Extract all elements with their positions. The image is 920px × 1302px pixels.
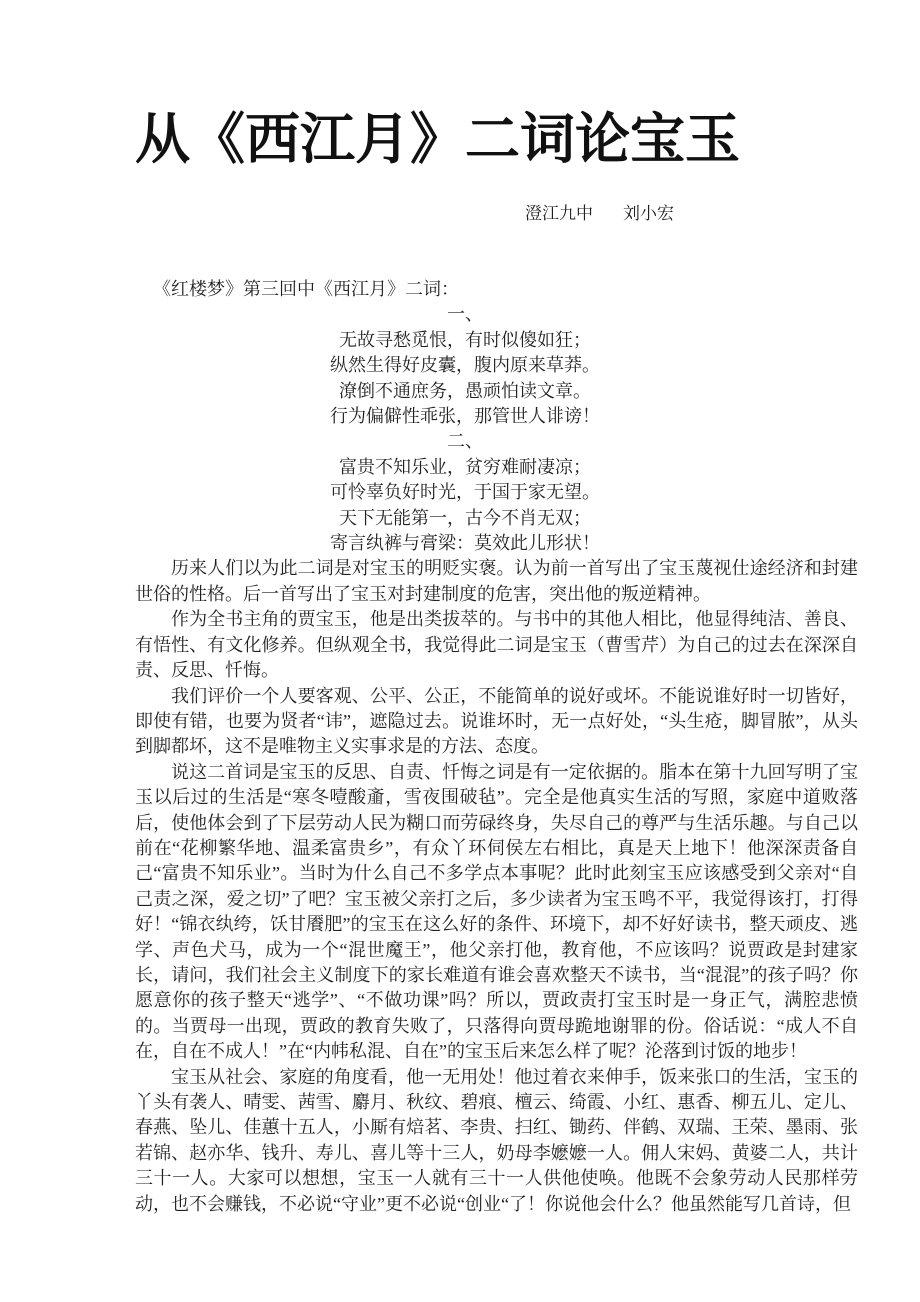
poem-line: 纵然生得好皮囊，腹内原来草莽。 (330, 355, 600, 376)
paragraph: 我们评价一个人要客观、公平、公正，不能简单的说好或坏。不能说谁好时一切皆好，即使有错，也要为贤者“讳”，遮隐过去。说谁坏时，无一点好处，“头生疮，脚冒脓”，从头到脚都坏，这不是唯物主义实事求是的方法、态度。 (135, 685, 858, 757)
intro-line: 《红楼梦》第三回中《西江月》二词： (153, 279, 459, 299)
poem-one (135, 302, 795, 429)
poem-line: 寄言纨裤与膏梁：莫效此儿形状！ (330, 533, 600, 554)
paragraph: 宝玉从社会、家庭的角度看，他一无用处！他过着衣来伸手，饭来张口的生活，宝玉的丫头有袭人、晴雯、茜雪、麝月、秋纹、碧痕、檀云、绮霞、小红、惠香、柳五儿、定儿、春燕、坠儿、佳蕙十五人，小厮有焙茗、李贵、扫红、锄药、伴鹤、双瑞、王荣、墨雨、张若锦、赵亦华、钱升、寿儿、喜儿等十三人，奶母李嬷嬷一人。佣人宋妈、黄婆二人，共计三十一人。大家可以想想，宝玉一人就有三十一人供他使唤。他既不会象劳动人民那样劳动，也不会赚钱，不必说“守业”更不必说“创业“了！你说他会什么？他虽然能写几首诗，但 (135, 1066, 858, 1214)
paragraph: 历来人们以为此二词是对宝玉的明贬实褒。认为前一首写出了宝玉蔑视仕途经济和封建世俗的性格。后一首写出了宝玉对封建制度的危害，突出他的叛逆精神。 (135, 558, 858, 604)
poem-line: 天下无能第一，古今不肖无双； (339, 507, 591, 528)
poem-line: 富贵不知乐业，贫穷难耐凄凉； (339, 456, 591, 477)
byline-author: 刘小宏 (623, 204, 674, 223)
paragraph: 说这二首词是宝玉的反思、自责、忏悔之词是有一定依据的。脂本在第十九回写明了宝玉以后过的生活是“寒冬噎酸齑，雪夜围破毡”。完全是他真实生活的写照，家庭中道败落后，使他体会到了下层劳动人民为糊口而劳碌终身，失尽自己的尊严与生活乐趣。与自己以前在“花柳繁华地、温柔富贵乡”，有众丫环伺侯左右相比，真是天上地下！他深深责备自己“富贵不知乐业”。当时为什么自己不多学点本事呢？此时此刻宝玉应该感受到父亲对“自己责之深，爱之切”了吧？宝玉被父亲打之后，多少读者为宝玉鸣不平，我觉得该打，打得好！“锦衣纨绔，饫甘餍肥”的宝玉在这么好的条件、环境下，却不好好读书，整天顽皮、逃学、声色犬马，成为一个“混世魔王”，他父亲打他，教育他，不应该吗？说贾政是封建家长，请问，我们社会主义制度下的家长难道有谁会喜欢整天不读书，当“混混”的孩子吗？你愿意你的孩子整天“逃学”、“不做功课”吗？所以，贾政责打宝玉时是一身正气，满腔悲愤的。当贾母一出现，贾政的教育失败了，只落得向贾母跪地谢罪的份。俗话说：“成人不自在，自在不成人！”在“内帏私混、自在”的宝玉后来怎么样了呢？沦落到讨饭的地步！ (135, 761, 858, 1062)
poem-two (135, 429, 795, 556)
poem-line: 可怜辜负好时光，于国于家无望。 (330, 482, 600, 503)
poem-line: 潦倒不通庶务，愚顽怕读文章。 (339, 380, 591, 401)
byline (135, 201, 858, 226)
poem-line: 无故寻愁觅恨，有时似傻如狂； (339, 329, 591, 350)
poem-line: 行为偏僻性乖张，那管世人诽谤！ (330, 406, 600, 427)
paragraph: 作为全书主角的贾宝玉，他是出类拔萃的。与书中的其他人相比，他显得纯洁、善良、有悟性、有文化修养。但纵观全书，我觉得此二词是宝玉（曹雪芹）为自己的过去在深深自责、反思、忏悔。 (135, 609, 858, 681)
poem-one-marker: 一、 (447, 304, 483, 325)
poem-two-marker: 二、 (447, 431, 483, 452)
byline-school: 澄江九中 (525, 204, 593, 223)
document-title: 从《西江月》二词论宝玉 (135, 109, 741, 170)
document-body (135, 277, 858, 1217)
